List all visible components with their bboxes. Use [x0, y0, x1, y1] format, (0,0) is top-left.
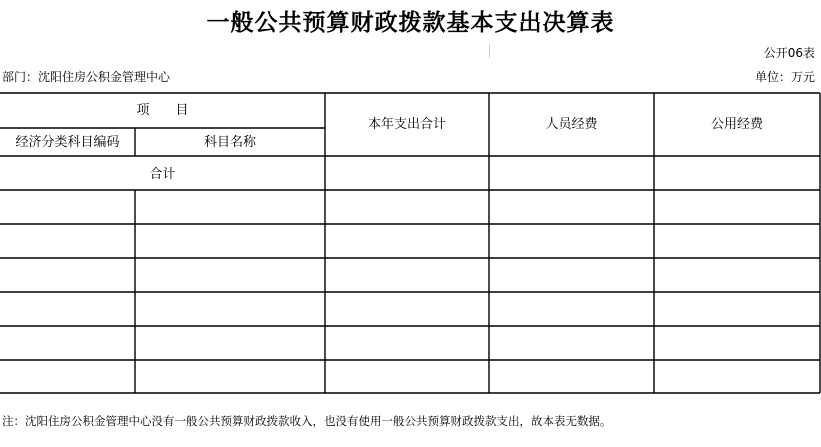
header-code: 经济分类科目编码 — [15, 135, 120, 150]
header-personnel-expense: 人员经费 — [545, 117, 598, 132]
total-row-label: 合计 — [149, 167, 176, 182]
header-item: 项 目 — [136, 103, 189, 118]
report-title: 一般公共预算财政拨款基本支出决算表 — [206, 9, 615, 36]
department-label: 部门：沈阳住房公积金管理中心 — [2, 70, 171, 84]
footnote: 注：沈阳住房公积金管理中心没有一般公共预算财政拨款收入，也没有使用一般公共预算财政拨款支出，故本表无数据。 — [2, 414, 612, 428]
header-name: 科目名称 — [203, 135, 256, 150]
header-public-expense: 公用经费 — [710, 117, 763, 132]
unit-label: 单位：万元 — [754, 70, 815, 84]
header-total-expense: 本年支出合计 — [367, 117, 446, 132]
form-number: 公开06表 — [763, 46, 815, 60]
